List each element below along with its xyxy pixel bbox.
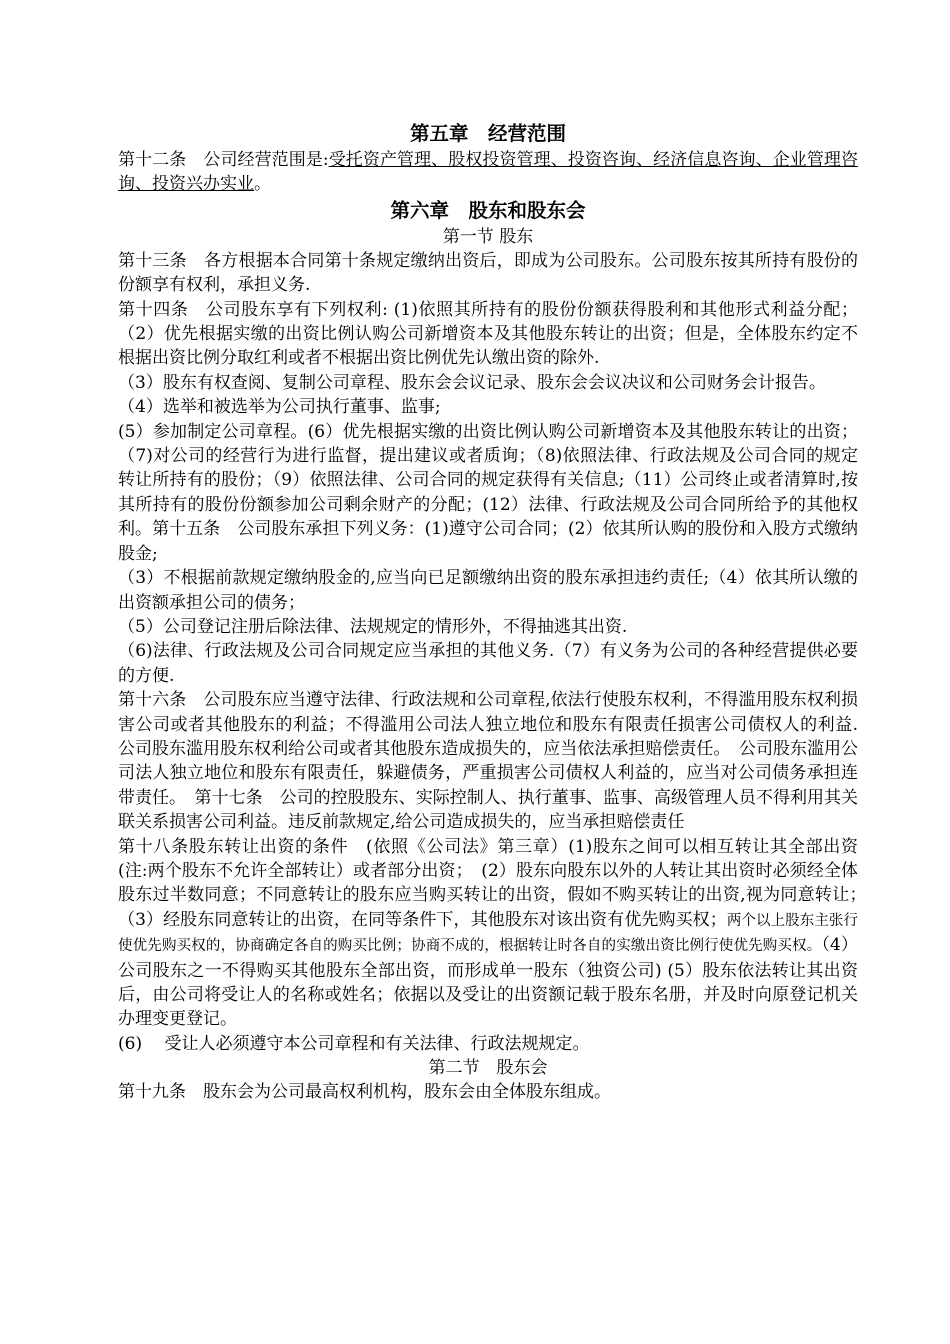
item-6: (6) 受让人必须遵守本公司章程和有关法律、行政法规规定。 — [118, 1033, 590, 1054]
section-2-title: 第二节 股东会 — [428, 1058, 548, 1079]
right-5-to-12: (5）参加制定公司章程。(6）优先根据实缴的出资比例认购公司新增资本及其他股东转让的出资；（7)对公司的经营行为进行监督，提出建议或者质询；（8)依照法律、行政法规及公司合同的规定转让所持有的股份；（9）依照法律、公司合同的规定获得有关信息;（11）公司终止或者清算时,按其所持有的股份份额参加公司剩余财产的分配；(12）法律、行政法规及公司合同所给予的其他权利。第十五条 公司股东承担下列义务：(1)遵守公司合同；(2）依其所认购的股份和入股方式缴纳股金; — [118, 421, 858, 564]
article-18-part-1: 第十八条股东转让出资的条件 (依照《公司法》第三章）(1)股东之间可以相互转让其全部出资(注:两个股东不允许全部转让）或者部分出资； (2）股东向股东以外的人转让其出资时必须经全体股东过半数同意；不同意转让的股东应当购买转让的出资，假如不购买转让的出资,视为同意转让； （3）经股东同意转让的出资，在同等条件下，其他股东对该出资有优先购买权； — [118, 836, 875, 930]
article-16-17: 第十六条 公司股东应当遵守法律、行政法规和公司章程,依法行使股东权利，不得滥用股东权利损害公司或者其他股东的利益；不得滥用公司法人独立地位和股东有限责任损害公司债权人的利益. 公司股东滥用股东权利给公司或者其他股东造成损失的，应当依法承担赔偿责任。 公司股东滥用公司法人独立地位和股东有限责任，躲避债务，严重损害公司债权人利益的，应当对公司债务承担连带责任。 第十七条 公司的控股股东、实际控制人、执行董事、监事、高级管理人员不得利用其关联关系损害公司利益。违反前款规定,给公司造成损失的，应当承担赔偿责任 — [118, 690, 858, 833]
duty-3-4: （3）不根据前款规定缴纳股金的,应当向已足额缴纳出资的股东承担违约责任;（4）依其所认缴的出资额承担公司的债务； — [118, 568, 858, 613]
article-14: 第十四条 公司股东享有下列权利: (1)依照其所持有的股份份额获得股利和其他形式利益分配；（2）优先根据实缴的出资比例认购公司新增资本及其他股东转让的出资；但是，全体股东约定不根据出资比例分取红利或者不根据出资比例优先认缴出资的除外. — [118, 299, 858, 369]
article-12-lead: 第十二条 公司经营范围是: — [118, 150, 329, 170]
business-scope: 受托资产管理、股权投资管理、投资咨询、经济信息咨询、企业管理咨询、投资兴办实业 — [118, 150, 858, 195]
article-12-end: 。 — [254, 174, 271, 195]
duty-6-7: （6)法律、行政法规及公司合同规定应当承担的其他义务.（7）有义务为公司的各种经营提供必要的方便. — [118, 641, 858, 686]
article-18-part-2: （4）公司股东之一不得购买其他股东全部出资，而形成单一股东（独资公司) (5）股东依法转让其出资后，由公司将受让人的名称或姓名；依据以及受让的出资额记载于股东名册，并及时向原登记机关办理变更登记。 — [118, 935, 858, 1030]
chapter-6-title: 第六章 股东和股东会 — [390, 198, 586, 222]
article-13: 第十三条 各方根据本合同第十条规定缴纳出资后，即成为公司股东。公司股东按其所持有股份的份额享有权利，承担义务. — [118, 250, 858, 296]
right-3: （3）股东有权查阅、复制公司章程、股东会会议记录、股东会会议决议和公司财务会计报告。 — [118, 372, 826, 393]
article-18-small-text: 两个以上股东主张行使优先购买权的，协商确定各自的购买比例；协商不成的，根据转让时各自的实缴出资比例行使优先购买权。 — [118, 912, 859, 955]
duty-5: （5）公司登记注册后除法律、法规规定的情形外，不得抽逃其出资. — [118, 616, 628, 637]
right-4: （4）选举和被选举为公司执行董事、监事; — [118, 397, 441, 418]
section-1-title: 第一节 股东 — [442, 226, 534, 247]
article-19: 第十九条 股东会为公司最高权利机构，股东会由全体股东组成。 — [118, 1082, 611, 1103]
article-12 — [118, 148, 858, 197]
chapter-5-title: 第五章 经营范围 — [409, 122, 566, 145]
document-page — [118, 120, 875, 1105]
article-18 — [118, 835, 875, 1032]
